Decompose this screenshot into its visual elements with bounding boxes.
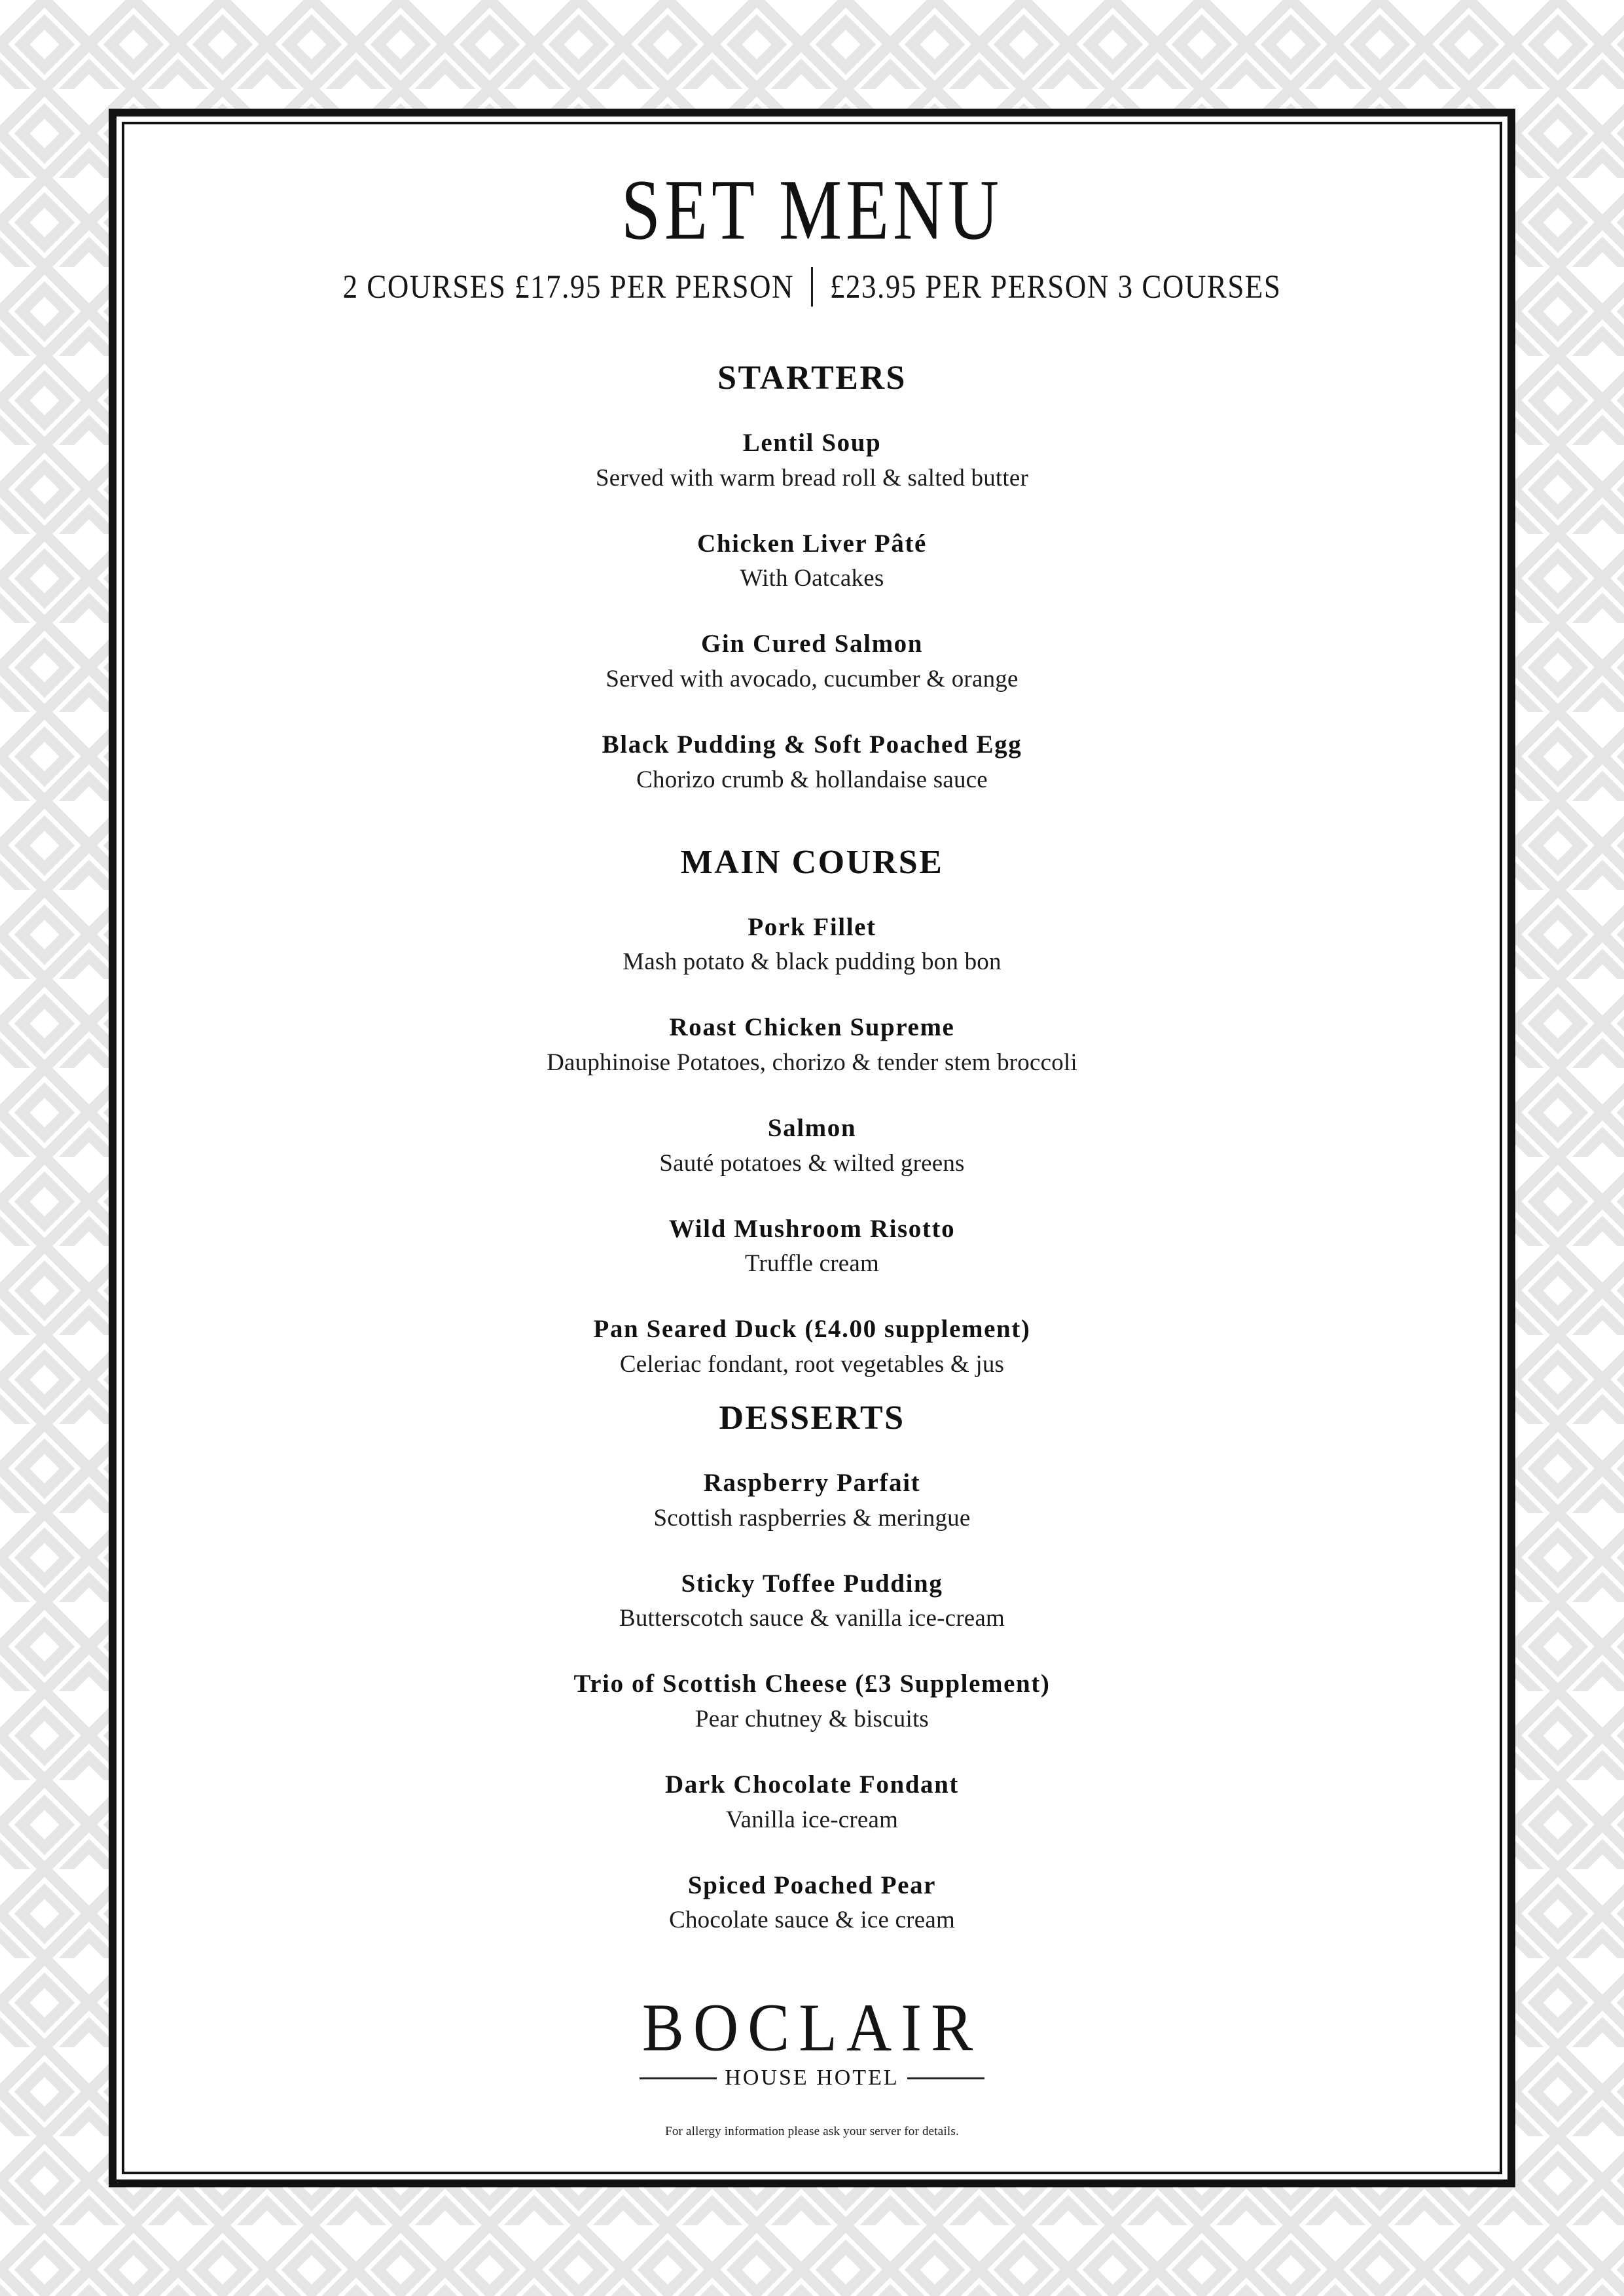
menu-item-description: Celeriac fondant, root vegetables & jus bbox=[619, 1350, 1005, 1378]
boclair-logo-subline bbox=[117, 2066, 1507, 2090]
menu-item bbox=[195, 1113, 1429, 1179]
menu-item-description: Scottish raspberries & meringue bbox=[653, 1504, 971, 1532]
menu-item-name: Roast Chicken Supreme bbox=[669, 1013, 955, 1042]
menu-item bbox=[195, 427, 1429, 494]
allergy-information-note: For allergy information please ask your server for details. bbox=[665, 2125, 959, 2138]
menu-content bbox=[117, 117, 1507, 2179]
menu-item-description: Served with avocado, cucumber & orange bbox=[605, 665, 1019, 692]
menu-item-description: Dauphinoise Potatoes, chorizo & tender stem broccoli bbox=[547, 1049, 1077, 1076]
menu-item-description: Mash potato & black pudding bon bon bbox=[623, 948, 1001, 976]
menu-item bbox=[195, 1769, 1429, 1836]
menu-item-description: Butterscotch sauce & vanilla ice-cream bbox=[619, 1605, 1005, 1632]
pricing-line bbox=[195, 267, 1429, 306]
menu-item-name: Chicken Liver Pâté bbox=[697, 529, 927, 558]
pricing-divider bbox=[811, 267, 813, 306]
boclair-logo-sub-text: HOUSE HOTEL bbox=[725, 2066, 899, 2090]
menu-item-description: Truffle cream bbox=[744, 1250, 880, 1278]
menu-item-name: Pork Fillet bbox=[748, 912, 876, 941]
menu-item-name: Salmon bbox=[767, 1114, 857, 1143]
menu-section-desserts bbox=[195, 1399, 1429, 1936]
menu-section-starters bbox=[195, 359, 1429, 796]
menu-item bbox=[195, 1668, 1429, 1735]
pricing-two-courses: 2 COURSES £17.95 PER PERSON bbox=[342, 268, 794, 306]
menu-item-description: Vanilla ice-cream bbox=[725, 1806, 899, 1833]
menu-item-name: Wild Mushroom Risotto bbox=[668, 1214, 956, 1243]
menu-item-name: Gin Cured Salmon bbox=[700, 630, 924, 658]
menu-item bbox=[195, 1213, 1429, 1280]
menu-item-description: Pear chutney & biscuits bbox=[695, 1705, 929, 1732]
menu-item-name: Dark Chocolate Fondant bbox=[664, 1770, 960, 1799]
section-heading: STARTERS bbox=[717, 359, 907, 397]
menu-item-name: Trio of Scottish Cheese (£3 Supplement) bbox=[573, 1670, 1051, 1698]
boclair-logo-wordmark: BOCLAIR bbox=[641, 1989, 983, 2066]
menu-item-description: Sauté potatoes & wilted greens bbox=[659, 1149, 965, 1177]
page-title: SET MENU bbox=[621, 162, 1003, 258]
menu-item bbox=[195, 1870, 1429, 1937]
menu-item bbox=[195, 912, 1429, 978]
menu-item-description: With Oatcakes bbox=[740, 565, 884, 592]
menu-item-name: Spiced Poached Pear bbox=[687, 1871, 937, 1899]
menu-item bbox=[195, 528, 1429, 595]
menu-item bbox=[195, 1467, 1429, 1534]
footer bbox=[117, 1989, 1507, 2139]
menu-item-description: Chorizo crumb & hollandaise sauce bbox=[636, 766, 988, 793]
menu-item bbox=[195, 1314, 1429, 1380]
pricing-three-courses: £23.95 PER PERSON 3 COURSES bbox=[830, 268, 1282, 306]
menu-item-name: Sticky Toffee Pudding bbox=[681, 1569, 943, 1598]
menu-item bbox=[195, 1568, 1429, 1635]
menu-section-main-course bbox=[195, 843, 1429, 1380]
menu-item-name: Pan Seared Duck (£4.00 supplement) bbox=[593, 1315, 1031, 1344]
menu-item-description: Chocolate sauce & ice cream bbox=[669, 1907, 955, 1934]
menu-item bbox=[195, 729, 1429, 796]
menu-item-name: Raspberry Parfait bbox=[703, 1469, 921, 1498]
menu-item bbox=[195, 1012, 1429, 1079]
menu-item bbox=[195, 628, 1429, 695]
menu-item-name: Black Pudding & Soft Poached Egg bbox=[602, 730, 1022, 759]
section-heading: DESSERTS bbox=[719, 1399, 905, 1437]
logo-rule-left bbox=[640, 2077, 717, 2079]
menu-item-name: Lentil Soup bbox=[742, 429, 882, 457]
menu-item-description: Served with warm bread roll & salted butter bbox=[595, 464, 1029, 492]
section-heading: MAIN COURSE bbox=[680, 843, 944, 881]
menu-card bbox=[109, 109, 1515, 2187]
logo-rule-right bbox=[907, 2077, 984, 2079]
